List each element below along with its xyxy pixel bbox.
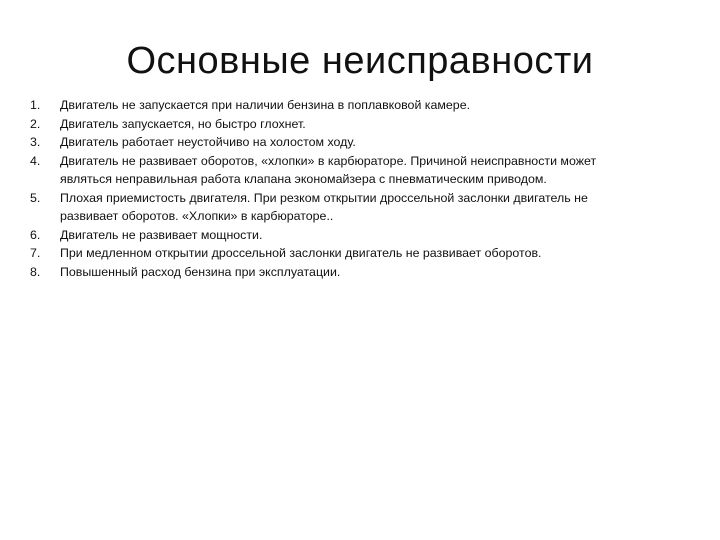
list-item	[30, 263, 630, 282]
item-number: 1.	[30, 98, 41, 112]
item-number: 8.	[30, 264, 41, 279]
item-text: Плохая приемистость двигателя. При резком открытии дроссельной заслонки двигатель не развивает оборотов. «Хлопки» в карбюраторе..	[60, 190, 588, 223]
list-item	[30, 133, 630, 152]
item-text: Двигатель запускается, но быстро глохнет.	[60, 116, 306, 131]
slide-title: Основные неисправности	[126, 40, 594, 82]
item-text: Двигатель не запускается при наличии бензина в поплавковой камере.	[60, 98, 471, 112]
item-text: Повышенный расход бензина при эксплуатации.	[60, 264, 341, 279]
item-text: Двигатель не развивает мощности.	[60, 227, 263, 242]
list-item	[30, 96, 630, 115]
item-number: 3.	[30, 135, 41, 149]
list-item	[30, 226, 630, 245]
item-text: При медленном открытии дроссельной заслонки двигатель не развивает оборотов.	[60, 246, 542, 260]
item-number: 5.	[30, 190, 41, 205]
item-number: 4.	[30, 153, 41, 168]
list-item	[30, 189, 630, 226]
item-number: 7.	[30, 246, 41, 260]
list-item	[30, 244, 630, 263]
list-item	[30, 152, 630, 189]
item-text: Двигатель не развивает оборотов, «хлопки» в карбюраторе. Причиной неисправности может являться неправильная работа клапана экономайзера с пневматическим приводом.	[60, 153, 597, 186]
item-number: 6.	[30, 227, 41, 242]
list-item	[30, 115, 630, 134]
item-number: 2.	[30, 116, 41, 131]
item-text: Двигатель работает неустойчиво на холостом ходу.	[60, 135, 356, 149]
malfunction-list	[30, 96, 630, 281]
